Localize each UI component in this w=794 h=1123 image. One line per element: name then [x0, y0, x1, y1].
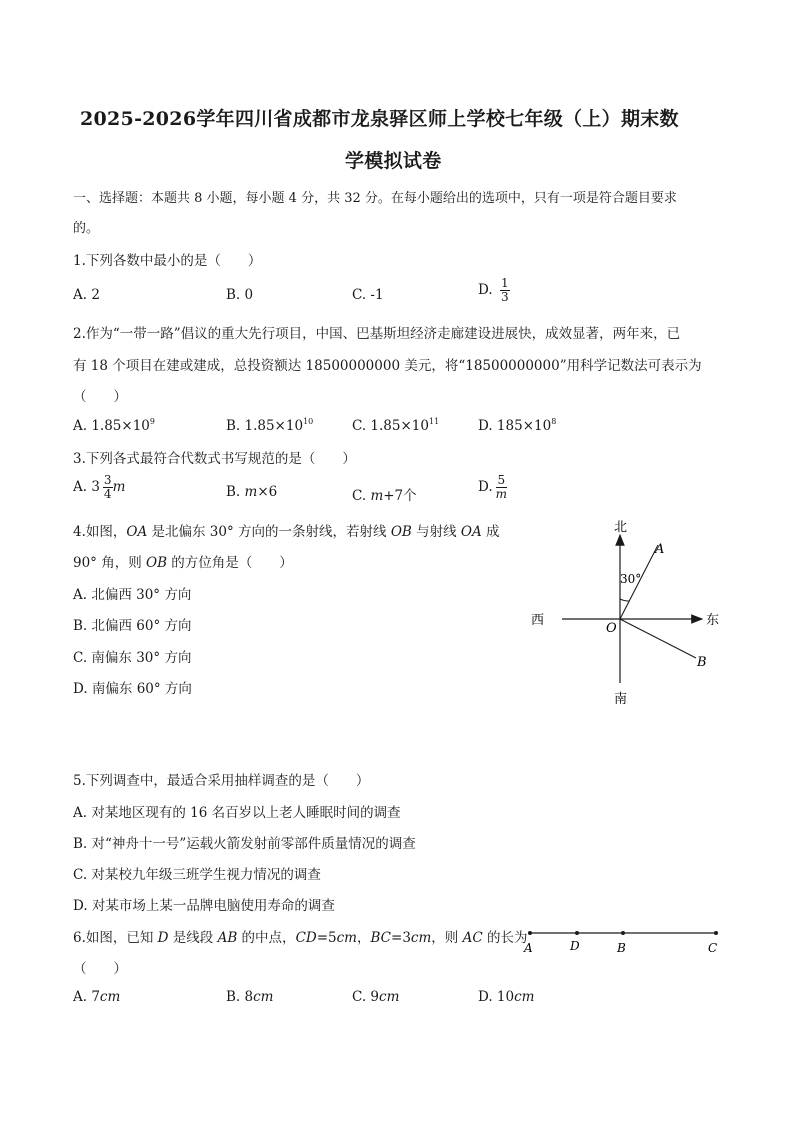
north-label: 北 — [614, 520, 628, 535]
q6-b-unit: cm — [253, 989, 274, 1005]
q2-c-exp: 11 — [428, 417, 440, 426]
q5-option-b: B. 对“神舟十一号”运载火箭发射前零部件质量情况的调查 — [73, 836, 416, 852]
q4-l1-a: 4.如图， — [73, 524, 127, 540]
q3-a-denominator: 4 — [103, 487, 112, 501]
q6-sep: ， — [357, 930, 371, 946]
q1-option-d-prefix: D. — [478, 282, 493, 298]
q2-line-2: 有 18 个项目在建或建成，总投资额达 18500000000 美元，将“18500000000”用科学记数法可表示为 — [73, 358, 702, 374]
q2-b-base: B. 1.85×10 — [226, 418, 304, 434]
angle-arc — [620, 599, 629, 601]
q6-d-prefix: D. 10 — [478, 989, 515, 1005]
q5-option-c: C. 对某校九年级三班学生视力情况的调查 — [73, 867, 321, 883]
angle-label: 30° — [620, 572, 642, 586]
section-heading-line-1: 一、选择题：本题共 8 小题，每小题 4 分，共 32 分。在每小题给出的选项中，只有一项是符合题目要求 — [73, 191, 677, 206]
q3-stem: 3.下列各式最符合代数式书写规范的是（ ） — [73, 451, 356, 467]
q6-eq1: =5 — [316, 930, 337, 946]
q1-d-numerator: 1 — [500, 276, 509, 290]
point-d — [575, 931, 579, 935]
q6-option-b — [226, 989, 273, 1005]
q3-a-numerator: 3 — [103, 473, 112, 487]
label-a: A — [524, 941, 533, 955]
q6-l1-e: 的长为 — [482, 930, 528, 946]
q6-bc: BC — [370, 930, 392, 946]
q6-a-prefix: A. 7 — [73, 989, 100, 1005]
q6-a-unit: cm — [99, 989, 121, 1005]
q4-ob-1: OB — [390, 524, 412, 540]
q5-stem: 5.下列调查中，最适合采用抽样调查的是（ ） — [73, 773, 370, 789]
q6-l1-a: 6.如图，已知 — [73, 930, 158, 946]
q6-c-unit: cm — [379, 989, 400, 1005]
q1-option-c: C. -1 — [352, 287, 384, 303]
q5-option-a: A. 对某地区现有的 16 名百岁以上老人睡眠时间的调查 — [73, 805, 401, 821]
q6-option-d — [478, 989, 534, 1005]
q4-l2-b: 的方位角是（ ） — [167, 555, 293, 571]
q4-oa-1: OA — [126, 524, 148, 540]
q4-line-2 — [73, 551, 293, 571]
point-b — [621, 931, 625, 935]
q3-d-fraction — [496, 474, 507, 501]
q4-l2-a: 90° 角，则 — [73, 555, 147, 571]
q1-d-denominator: 3 — [500, 290, 509, 304]
q6-cm1: cm — [336, 930, 357, 946]
label-b: B — [617, 941, 626, 955]
q3-c-rest: +7个 — [383, 488, 417, 504]
q4-oa-2: OA — [460, 524, 482, 540]
label-c: C — [708, 941, 718, 955]
q2-d-exp: 8 — [551, 417, 557, 426]
q4-l1-b: 是北偏东 30° 方向的一条射线，若射线 — [147, 524, 391, 540]
q3-a-var: m — [112, 479, 126, 495]
q1-option-b: B. 0 — [226, 287, 254, 303]
q6-eq2: =3 — [391, 930, 411, 946]
q4-option-a: A. 北偏西 30° 方向 — [73, 587, 192, 603]
point-a — [528, 931, 532, 935]
q4-compass-figure — [520, 515, 730, 715]
q6-line-1 — [73, 926, 527, 946]
q4-ob-2: OB — [146, 555, 168, 571]
q6-line-2: （ ） — [73, 961, 127, 977]
q5-option-d: D. 对某市场上某一品牌电脑使用寿命的调查 — [73, 898, 335, 914]
point-b-label: B — [697, 655, 707, 670]
q3-d-numerator: 5 — [497, 473, 506, 487]
point-a-label: A — [655, 542, 665, 557]
label-d: D — [570, 939, 580, 953]
east-label: 东 — [706, 613, 720, 628]
q6-ab: AB — [217, 930, 238, 946]
q4-l1-c: 与射线 — [411, 524, 461, 540]
q3-d-denominator: m — [495, 487, 508, 501]
q4-option-c: C. 南偏东 30° 方向 — [73, 650, 192, 666]
q3-b-rest: ×6 — [257, 484, 278, 500]
q3-d-prefix: D. — [478, 479, 493, 495]
south-label: 南 — [614, 692, 628, 707]
q6-l1-b: 是线段 — [168, 930, 218, 946]
q6-l1-d: ，则 — [431, 930, 463, 946]
q2-b-exp: 10 — [303, 417, 314, 426]
q4-line-1 — [73, 520, 500, 540]
q6-segment-figure — [520, 925, 730, 960]
ray-ob — [620, 619, 696, 658]
q3-option-d — [478, 474, 507, 501]
q2-line-1: 2.作为“一带一路”倡议的重大先行项目，中国、巴基斯坦经济走廊建设进展快，成效显著，两年来，已 — [73, 326, 681, 342]
q6-b-prefix: B. 8 — [226, 989, 254, 1005]
origin-label: O — [606, 621, 617, 636]
q3-a-prefix: A. 3 — [73, 479, 100, 495]
q3-a-fraction — [103, 474, 113, 501]
q3-option-a — [73, 474, 125, 501]
q2-option-d — [478, 417, 556, 434]
q2-option-a — [73, 417, 155, 434]
q6-d-unit: cm — [514, 989, 535, 1005]
q2-line-3: （ ） — [73, 389, 127, 405]
q3-c-var: m — [370, 488, 384, 504]
q2-a-exp: 9 — [149, 417, 155, 426]
q6-option-a — [73, 989, 120, 1005]
q2-a-base: A. 1.85×10 — [73, 418, 150, 434]
q1-option-a: A. 2 — [73, 287, 100, 303]
q3-b-var: m — [244, 484, 258, 500]
q6-option-c — [352, 989, 399, 1005]
q2-option-b — [226, 417, 313, 434]
q6-l1-c: 的中点， — [237, 930, 296, 946]
q6-cm2: cm — [410, 930, 432, 946]
q1-stem: 1.下列各数中最小的是（ ） — [73, 253, 262, 269]
q2-d-base: D. 185×10 — [478, 418, 552, 434]
q3-b-prefix: B. — [226, 484, 245, 500]
q6-c-prefix: C. 9 — [352, 989, 380, 1005]
q2-option-c — [352, 417, 439, 434]
q2-c-base: C. 1.85×10 — [352, 418, 429, 434]
q6-ac: AC — [462, 930, 483, 946]
q3-option-b — [226, 484, 277, 500]
west-label: 西 — [531, 613, 545, 628]
section-heading-line-2: 的。 — [73, 221, 100, 236]
q3-option-c — [352, 484, 417, 504]
q3-c-prefix: C. — [352, 488, 371, 504]
point-c — [714, 931, 718, 935]
q4-option-b: B. 北偏西 60° 方向 — [73, 618, 192, 634]
q4-l1-d: 成 — [481, 524, 500, 540]
page-title-line-1: 2025-2026学年四川省成都市龙泉驿区师上学校七年级（上）期末数 — [80, 108, 679, 130]
q6-cd: CD — [295, 930, 317, 946]
page-title-line-2: 学模拟试卷 — [345, 150, 442, 172]
q4-option-d: D. 南偏东 60° 方向 — [73, 681, 192, 697]
q1-option-d — [478, 277, 510, 304]
q6-d: D — [157, 930, 169, 946]
q1-option-d-fraction — [500, 277, 510, 304]
